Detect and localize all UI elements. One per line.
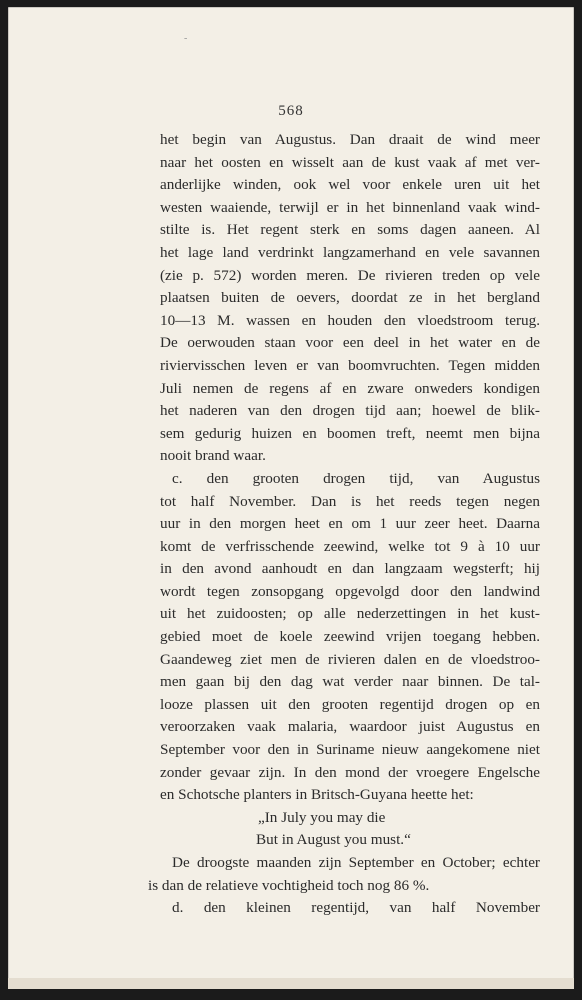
quote-line: But in August you must.“ bbox=[256, 831, 411, 849]
text-line: sem gedurig huizen en boomen treft, neemt men bijna bbox=[160, 424, 540, 442]
text-line: uit het zuidoosten; op alle nederzettingen in het kust- bbox=[160, 605, 540, 623]
text-line: anderlijke winden, ook wel voor enkele uren uit het bbox=[160, 176, 540, 194]
text-line: tot half November. Dan is het reeds tegen negen bbox=[160, 492, 540, 510]
page-number: 568 bbox=[278, 103, 304, 119]
text-line: veroorzaken vaak malaria, waardoor juist Augustus en bbox=[160, 718, 540, 736]
section-heading-line: c. den grooten drogen tijd, van Augustus bbox=[172, 469, 540, 487]
text-line: en Schotsche planters in Britsch-Guyana heette het: bbox=[160, 786, 474, 804]
text-line: in den avond aanhoudt en dan langzaam wegsterft; hij bbox=[160, 560, 540, 578]
body-text bbox=[148, 129, 540, 920]
text-line: 10—13 M. wassen en houden den vloedstroom terug. bbox=[160, 311, 540, 329]
text-line: het begin van Augustus. Dan draait de wind meer bbox=[160, 131, 540, 148]
text-line: men gaan bij den dag wat verder naar binnen. De tal- bbox=[160, 673, 540, 691]
text-line: naar het oosten en wisselt aan de kust vaak af met ver- bbox=[160, 153, 540, 171]
text-line: Gaandeweg ziet men de rivieren dalen en de vloedstroo- bbox=[160, 650, 540, 668]
text-line: nooit brand waar. bbox=[160, 447, 266, 465]
text-line: September voor den in Suriname nieuw aangekomene niet bbox=[160, 741, 540, 759]
text-line: stilte is. Het regent sterk en soms dagen aaneen. Al bbox=[160, 221, 540, 239]
text-line: riviervisschen leven er van boomvruchten. Tegen midden bbox=[160, 356, 540, 374]
text-line: wordt tegen zonsopgang opgevolgd door den landwind bbox=[160, 582, 540, 600]
text-line: Juli nemen de regens af en zware onweders kondigen bbox=[160, 379, 540, 397]
text-line: De oerwouden staan voor een deel in het water en de bbox=[160, 334, 540, 352]
text-line: gebied moet de koele zeewind vrijen toegang hebben. bbox=[160, 628, 540, 646]
text-line: is dan de relatieve vochtigheid toch nog 86 %. bbox=[148, 876, 430, 894]
text-line: westen waaiende, terwijl er in het binnenland vaak wind- bbox=[160, 198, 540, 216]
text-line: De droogste maanden zijn September en October; echter bbox=[172, 854, 540, 871]
scan-speck: - bbox=[184, 33, 188, 44]
text-line: komt de verfrisschende zeewind, welke tot 9 à 10 uur bbox=[160, 537, 540, 555]
text-line: uur in den morgen heet en om 1 uur zeer heet. Daarna bbox=[160, 515, 540, 533]
text-line: het lage land verdrinkt langzamerhand en vele savannen bbox=[160, 243, 540, 261]
quote-line: „In July you may die bbox=[258, 808, 386, 826]
text-line: (zie p. 572) worden meren. De rivieren treden op vele bbox=[160, 266, 540, 284]
section-heading-line: d. den kleinen regentijd, van half November bbox=[172, 899, 540, 917]
text-line: plaatsen buiten de oevers, doordat ze in het bergland bbox=[160, 289, 540, 307]
page-bottom-edge bbox=[8, 978, 574, 989]
text-line: looze plassen uit den grooten regentijd drogen op en bbox=[160, 695, 540, 713]
text-line: het naderen van den drogen tijd aan; hoewel de blik- bbox=[160, 402, 540, 420]
book-page bbox=[8, 7, 574, 989]
text-line: zonder gevaar zijn. In den mond der vroegere Engelsche bbox=[160, 763, 540, 781]
